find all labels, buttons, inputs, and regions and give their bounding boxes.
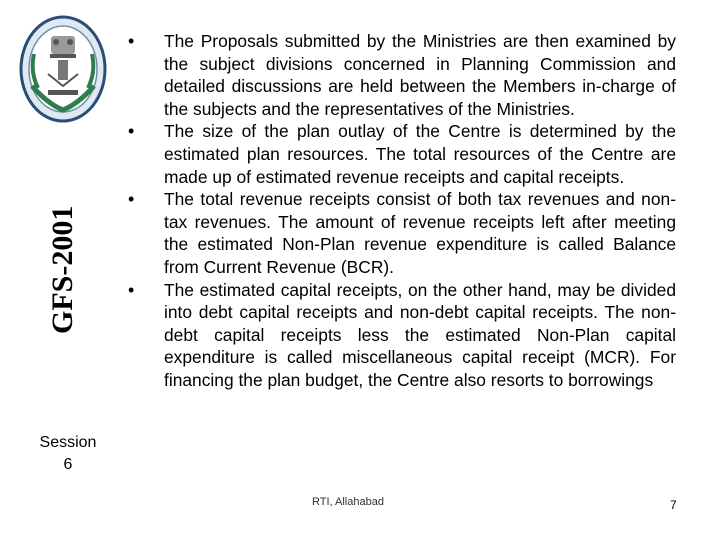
vertical-title-text: GFS-2001 (46, 205, 79, 334)
slide-body (118, 30, 676, 392)
bullet-text: The Proposals submitted by the Ministries are then examined by the subject divisions concerned in Planning Commission and detailed discussions are held between the Members in-charge of the subjects and the representatives of the Ministries. (164, 31, 676, 119)
bullet-text: The total revenue receipts consist of both tax revenues and non-tax revenues. The amount of revenue receipts left after meeting the estimated Non-Plan revenue expenditure is called Balance from Current Revenue (BCR). (164, 189, 676, 277)
bullet-list (118, 30, 676, 392)
page-number: 7 (670, 498, 677, 512)
bullet-item (118, 188, 676, 278)
sidebar (0, 0, 130, 540)
bullet-item (118, 30, 676, 120)
bullet-dot-icon: • (128, 279, 135, 300)
bullet-text: The estimated capital receipts, on the other hand, may be divided into debt capital receipts and non-debt capital receipts. The non-debt capital receipts less the estimated Non-Plan capital expenditure is called miscellaneous capital receipt (MCR). For financing the plan budget, the Centre also resorts to borrowings (164, 279, 676, 390)
bullet-dot-icon: • (128, 31, 135, 51)
bullet-item (118, 279, 676, 392)
session-number: 6 (63, 456, 73, 473)
emblem-of-india-seal-icon (18, 14, 108, 124)
bullet-dot-icon: • (128, 121, 135, 142)
bullet-dot-icon: • (128, 189, 135, 210)
footer-watermark: RTI, Allahabad (312, 496, 384, 508)
vertical-course-title (38, 162, 82, 342)
bullet-text: The size of the plan outlay of the Centre is determined by the estimated plan resources. The total resources of the Centre are made up of estimated revenue receipts and capital receipts. (164, 121, 676, 187)
session-label-block (22, 432, 114, 476)
bullet-item (118, 120, 676, 188)
session-label: Session (39, 434, 97, 451)
